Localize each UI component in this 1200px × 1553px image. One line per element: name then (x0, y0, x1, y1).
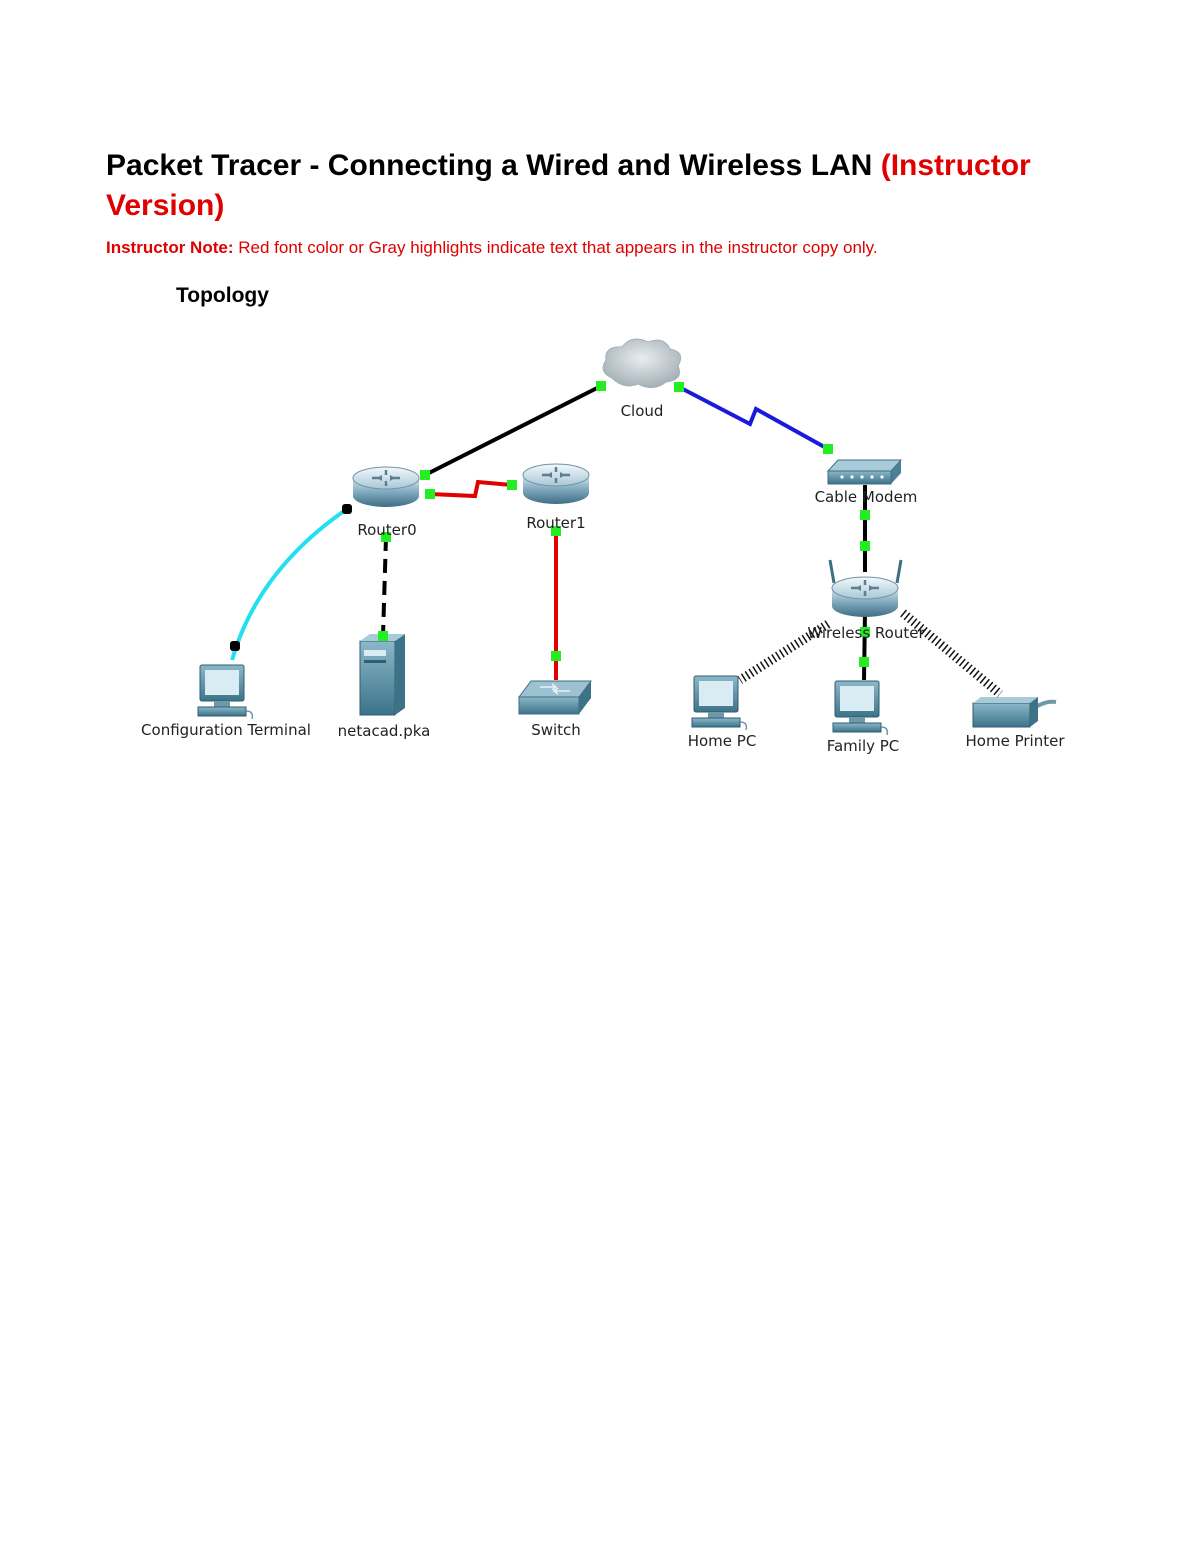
router0-icon[interactable] (353, 467, 419, 507)
cloud-icon[interactable] (603, 339, 681, 388)
label-server: netacad.pka (337, 722, 431, 740)
config-terminal-icon[interactable] (198, 665, 252, 719)
label-cloud: Cloud (620, 402, 664, 420)
title-instructor-suffix: (Instructor Version) (106, 149, 1031, 222)
home-pc-icon[interactable] (692, 676, 746, 730)
port-indicator (823, 444, 833, 454)
link-router0-server (383, 537, 386, 636)
port-indicator (596, 381, 606, 391)
switch-icon[interactable] (519, 681, 591, 714)
port-indicator (860, 541, 870, 551)
label-cable-modem: Cable Modem (814, 488, 918, 506)
label-wireless-router: Wireless Router (807, 624, 925, 642)
instructor-note-label: Instructor Note: (106, 238, 234, 257)
port-indicator (859, 657, 869, 667)
links (232, 386, 1000, 694)
label-home-printer: Home Printer (965, 732, 1065, 750)
port-indicator (378, 631, 388, 641)
label-family-pc: Family PC (826, 737, 900, 755)
title-main: Packet Tracer - Connecting a Wired and Wireless LAN (106, 149, 873, 182)
instructor-note-text: Red font color or Gray highlights indicate text that appears in the instructor copy only. (238, 238, 878, 257)
family-pc-icon[interactable] (833, 681, 887, 735)
section-heading-topology: Topology (176, 284, 269, 307)
link-cloud-cable-modem (679, 387, 828, 449)
device-labels (141, 402, 1065, 755)
link-router0-cloud (425, 386, 601, 475)
label-config-terminal: Configuration Terminal (141, 721, 311, 739)
port-indicator (860, 510, 870, 520)
link-router0-router1-serial (430, 482, 512, 496)
port-indicator-console (230, 641, 240, 651)
port-indicator (420, 470, 430, 480)
label-home-pc: Home PC (687, 732, 757, 750)
home-printer-icon[interactable] (973, 697, 1056, 727)
port-indicator (425, 489, 435, 499)
label-router1: Router1 (526, 514, 586, 532)
link-console-cable (232, 509, 347, 660)
cable-modem-icon[interactable] (828, 460, 901, 484)
link-wireless-router-family-pc (864, 612, 865, 680)
label-router0: Router0 (357, 521, 417, 539)
server-icon[interactable] (360, 634, 405, 715)
port-indicator (551, 651, 561, 661)
router1-icon[interactable] (523, 464, 589, 504)
port-indicator (674, 382, 684, 392)
port-indicator (507, 480, 517, 490)
label-switch: Switch (531, 721, 581, 739)
port-indicator-console (342, 504, 352, 514)
